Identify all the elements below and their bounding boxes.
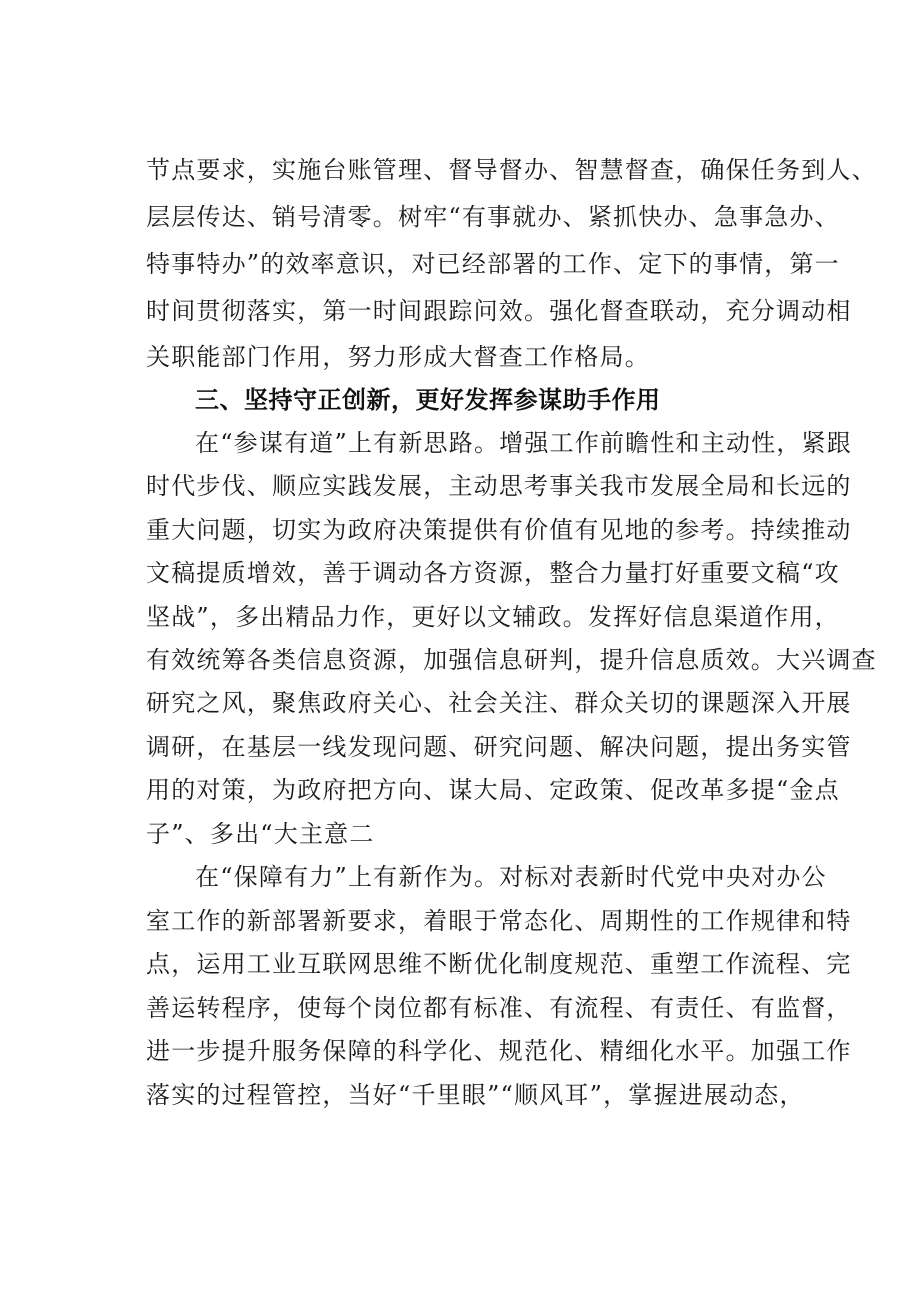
paragraph-line: 善运转程序，使每个岗位都有标准、有流程、有责任、有监督， — [146, 994, 852, 1022]
paragraph-line: 在“保障有力”上有新作为。对标对表新时代党中央对办公 — [195, 863, 827, 891]
paragraph-line: 时间贯彻落实，第一时间跟踪问效。强化督查联动，充分调动相 — [146, 297, 852, 325]
paragraph-line: 进一步提升服务保障的科学化、规范化、精细化水平。加强工作 — [146, 1037, 852, 1065]
paragraph-line: 坚战”，多出精品力作，更好以文辅政。发挥好信息渠道作用， — [146, 603, 840, 631]
paragraph-line: 用的对策，为政府把方向、谋大局、定政策、促改革多提“金点 — [146, 776, 840, 804]
paragraph-line: 重大问题，切实为政府决策提供有价值有见地的参考。持续推动 — [146, 516, 852, 544]
paragraph-line: 文稿提质增效，善于调动各方资源，整合力量打好重要文稿“攻 — [146, 559, 840, 587]
section-heading: 三、坚持守正创新，更好发挥参谋助手作用 — [195, 386, 661, 414]
paragraph-line: 节点要求，实施台账管理、督导督办、智慧督查，确保任务到人、 — [146, 156, 877, 184]
paragraph-line: 有效统筹各类信息资源，加强信息研判，提升信息质效。大兴调查 — [146, 646, 877, 674]
paragraph-line: 层层传达、销号清零。树牢“有事就办、紧抓快办、急事急办、 — [146, 203, 840, 231]
paragraph-line: 调研，在基层一线发现问题、研究问题、解决问题，提出务实管 — [146, 733, 852, 761]
paragraph-line: 子”、多出“大主意二 — [146, 820, 375, 848]
paragraph-line: 研究之风，聚焦政府关心、社会关注、群众关切的课题深入开展 — [146, 689, 852, 717]
paragraph-line: 在“参谋有道”上有新思路。增强工作前瞻性和主动性，紧跟 — [195, 429, 852, 457]
paragraph-line: 特事特办”的效率意识，对已经部署的工作、定下的事情，第一 — [146, 250, 840, 278]
paragraph-line: 室工作的新部署新要求，着眼于常态化、周期性的工作规律和特 — [146, 907, 852, 935]
paragraph-line: 时代步伐、顺应实践发展，主动思考事关我市发展全局和长远的 — [146, 472, 852, 500]
paragraph-line: 点，运用工业互联网思维不断优化制度规范、重塑工作流程、完 — [146, 950, 852, 978]
paragraph-line: 落实的过程管控，当好“千里眼”“顺风耳”，掌握进展动态， — [146, 1081, 805, 1109]
paragraph-line: 关职能部门作用，努力形成大督查工作格局。 — [146, 343, 650, 371]
